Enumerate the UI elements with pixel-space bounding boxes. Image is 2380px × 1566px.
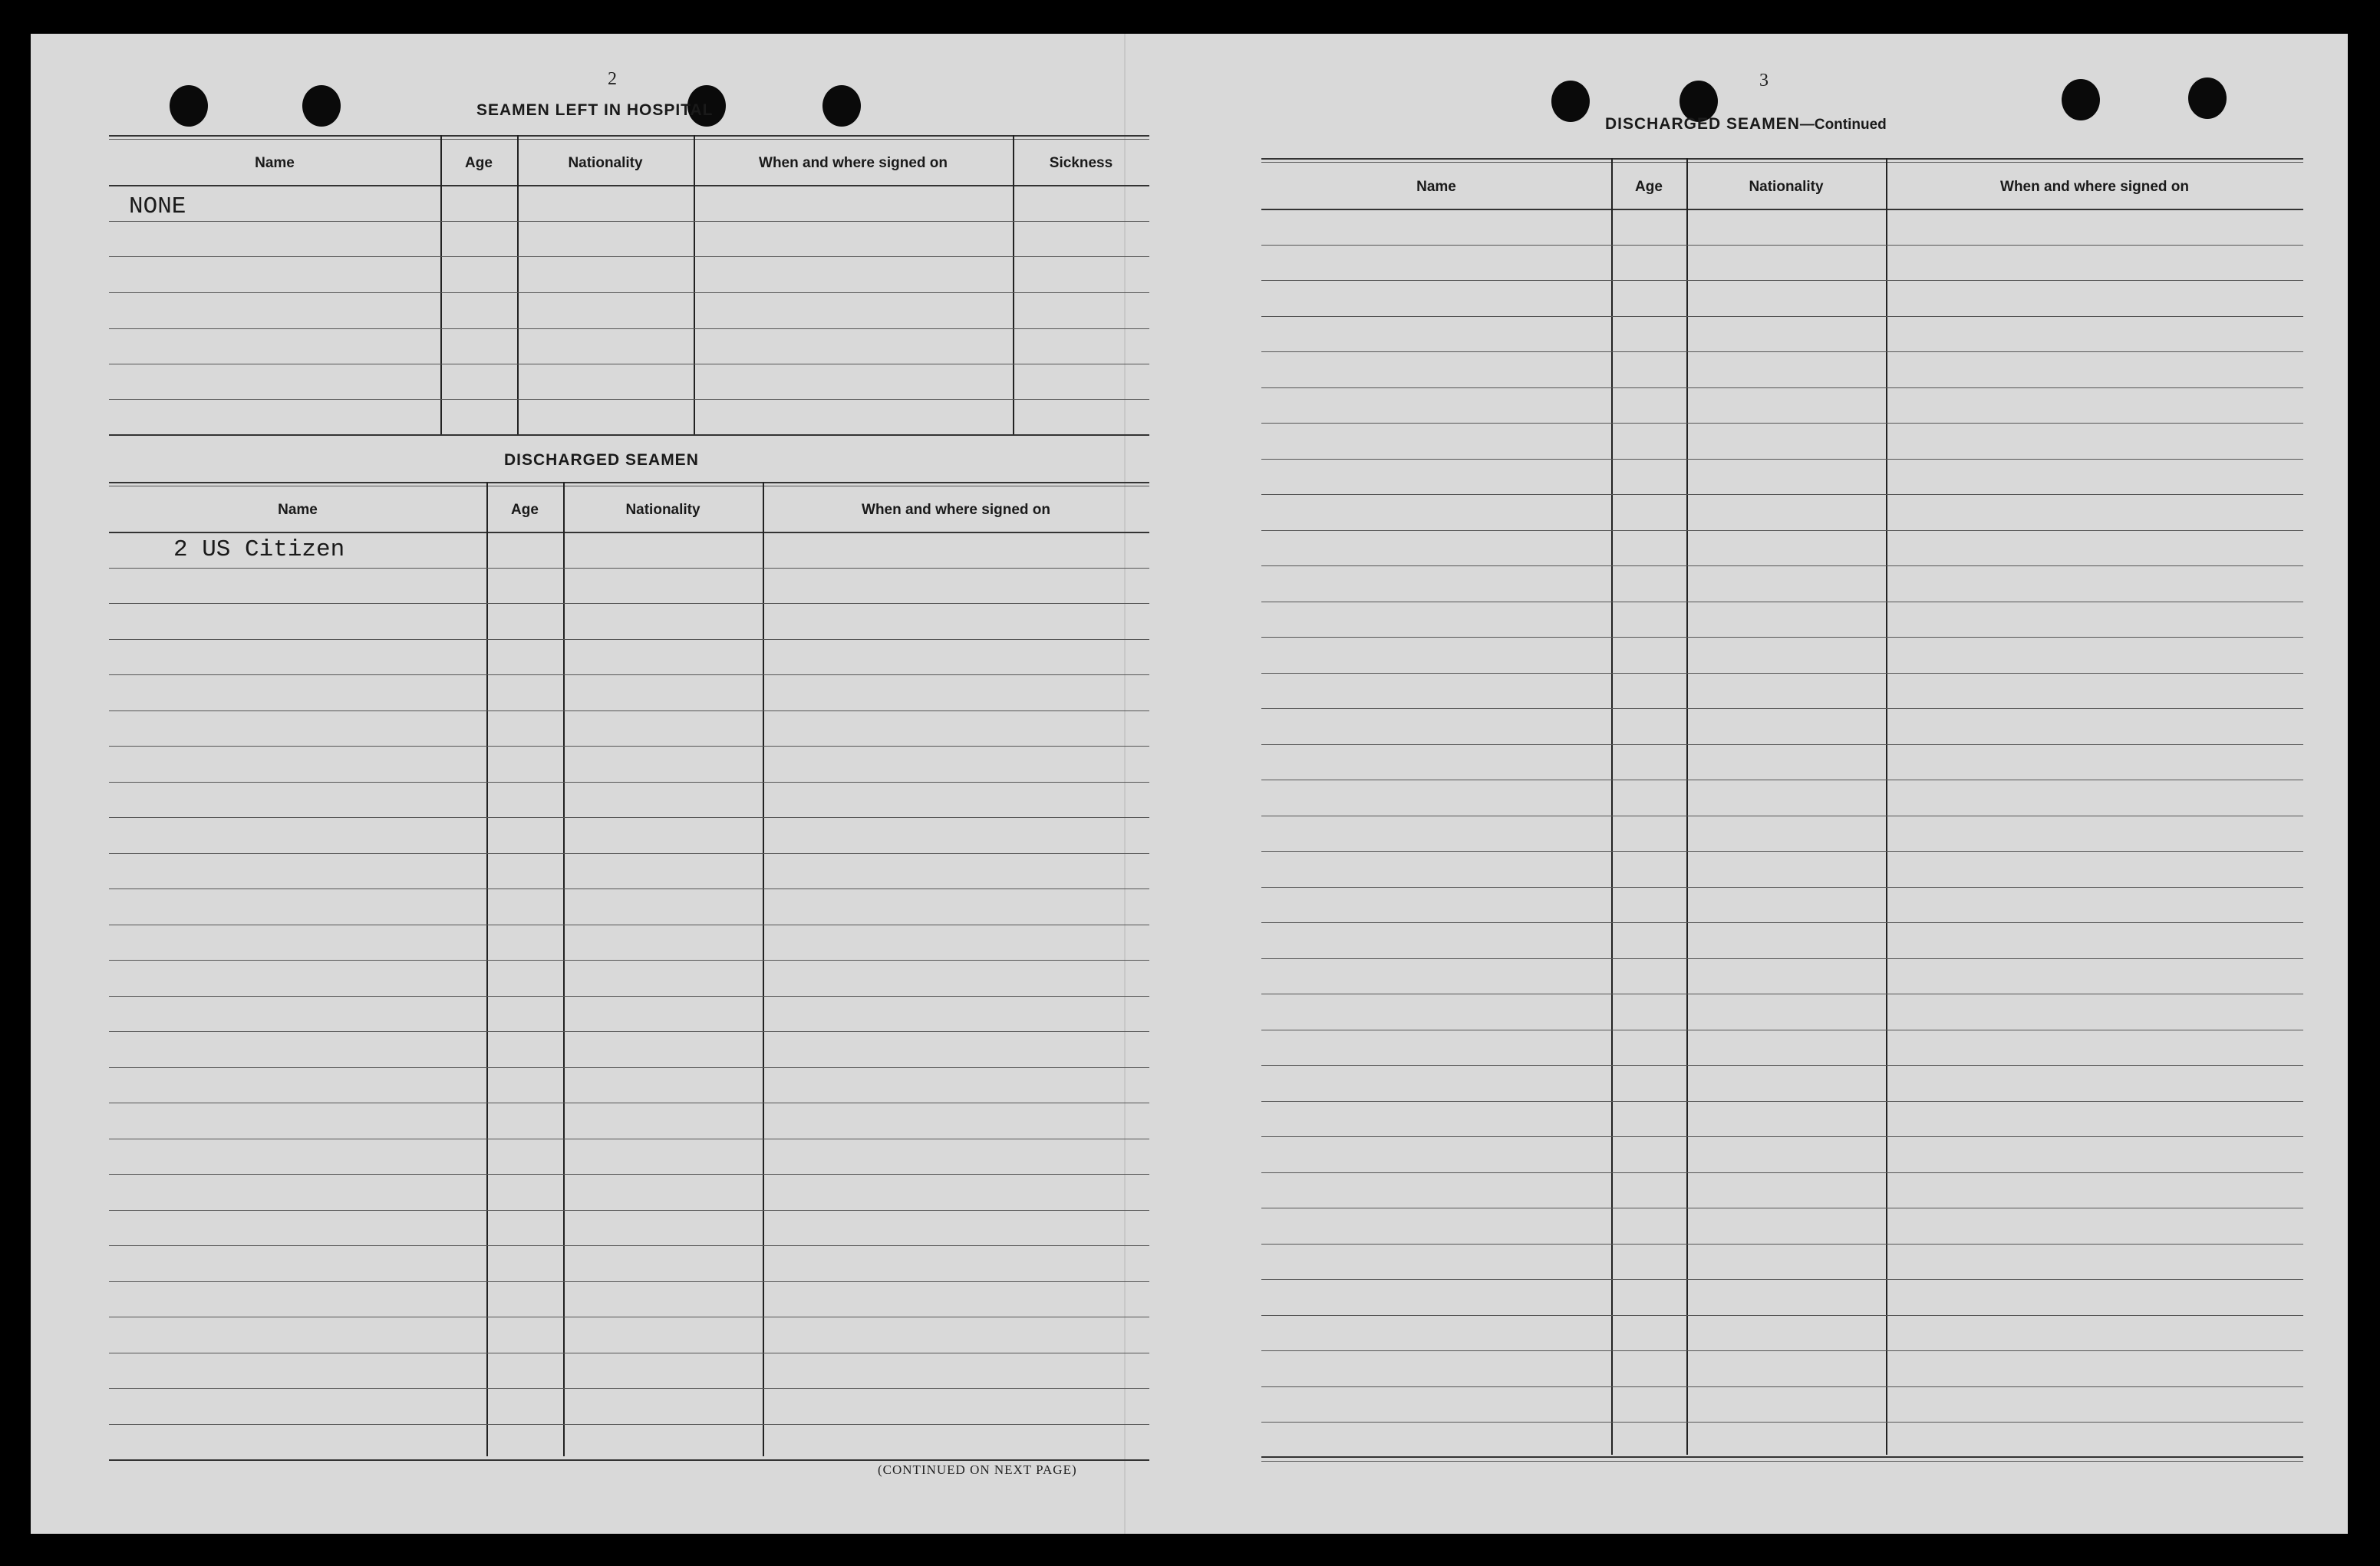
hospital-section-title: SEAMEN LEFT IN HOSPITAL <box>476 101 714 119</box>
column-header-when-where: When and where signed on <box>2000 179 2189 195</box>
discharged-section-title: DISCHARGED SEAMEN <box>504 451 699 469</box>
punch-hole <box>2062 79 2100 120</box>
discharged-continued-title-main: DISCHARGED SEAMEN <box>1605 115 1800 133</box>
column-header-age: Age <box>1635 179 1663 195</box>
hospital-entry: NONE <box>129 193 186 220</box>
punch-hole <box>2188 77 2227 119</box>
column-header-name: Name <box>255 155 295 171</box>
column-header-age: Age <box>511 502 539 518</box>
column-header-age: Age <box>465 155 493 171</box>
punch-hole <box>170 85 208 127</box>
punch-hole <box>1551 81 1590 122</box>
column-header-nationality: Nationality <box>625 502 700 518</box>
discharged-continued-title-suffix: —Continued <box>1799 117 1887 133</box>
column-header-when-where: When and where signed on <box>759 155 948 171</box>
column-header-when-where: When and where signed on <box>862 502 1050 518</box>
column-header-name: Name <box>1416 179 1456 195</box>
discharged-continued-title <box>1605 115 1887 134</box>
discharged-continued-table <box>1261 158 2303 1493</box>
column-header-nationality: Nationality <box>1749 179 1824 195</box>
discharged-entry: 2 US Citizen <box>173 536 345 563</box>
continued-footer: (CONTINUED ON NEXT PAGE) <box>878 1462 1077 1477</box>
hospital-table <box>109 135 1149 471</box>
column-header-sickness: Sickness <box>1049 155 1113 171</box>
discharged-table <box>109 482 1149 1487</box>
page-number-right: 3 <box>1759 71 1769 91</box>
column-header-name: Name <box>278 502 318 518</box>
punch-hole <box>302 85 341 127</box>
page-number-left: 2 <box>608 69 617 89</box>
punch-hole <box>822 85 861 127</box>
column-header-nationality: Nationality <box>568 155 643 171</box>
document-sheet <box>31 34 2348 1534</box>
